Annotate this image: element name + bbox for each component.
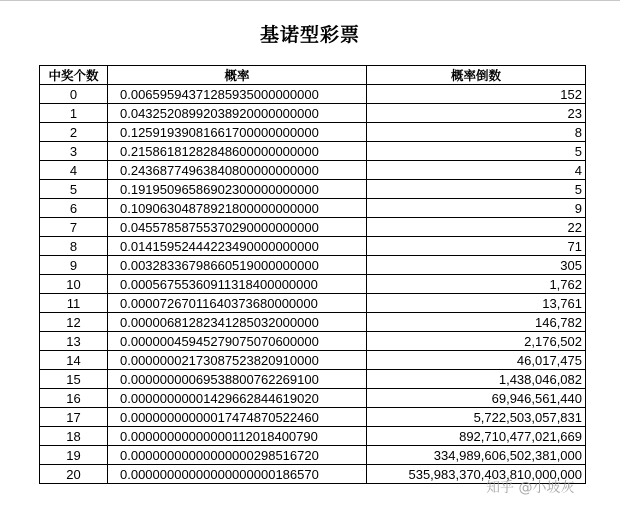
cell-win-count: 0	[40, 85, 108, 104]
table-row	[40, 256, 586, 275]
cell-probability: 0.19195096586902300000000000	[108, 180, 367, 199]
cell-reciprocal: 4	[367, 161, 586, 180]
cell-reciprocal: 146,782	[367, 313, 586, 332]
cell-probability: 0.00000000001429662844619020	[108, 389, 367, 408]
cell-win-count: 7	[40, 218, 108, 237]
cell-reciprocal: 23	[367, 104, 586, 123]
cell-win-count: 4	[40, 161, 108, 180]
table-row	[40, 275, 586, 294]
table-row	[40, 199, 586, 218]
cell-reciprocal: 5	[367, 142, 586, 161]
cell-reciprocal: 305	[367, 256, 586, 275]
header-reciprocal: 概率倒数	[367, 66, 586, 85]
cell-reciprocal: 5	[367, 180, 586, 199]
cell-probability: 0.04325208992038920000000000	[108, 104, 367, 123]
cell-probability: 0.00007267011640373680000000	[108, 294, 367, 313]
table-row	[40, 313, 586, 332]
cell-win-count: 12	[40, 313, 108, 332]
cell-win-count: 5	[40, 180, 108, 199]
cell-win-count: 1	[40, 104, 108, 123]
cell-win-count: 17	[40, 408, 108, 427]
cell-win-count: 8	[40, 237, 108, 256]
cell-reciprocal: 69,946,561,440	[367, 389, 586, 408]
cell-probability: 0.00000000069538800762269100	[108, 370, 367, 389]
cell-probability: 0.00000000000000000000186570	[108, 465, 367, 484]
table-body	[40, 85, 586, 484]
cell-reciprocal: 1,438,046,082	[367, 370, 586, 389]
cell-reciprocal: 22	[367, 218, 586, 237]
table-row	[40, 85, 586, 104]
cell-reciprocal: 71	[367, 237, 586, 256]
cell-probability: 0.21586181282848600000000000	[108, 142, 367, 161]
cell-probability: 0.00659594371285935000000000	[108, 85, 367, 104]
cell-probability: 0.00000045945279075070600000	[108, 332, 367, 351]
table-row	[40, 408, 586, 427]
top-border-line	[0, 0, 620, 1]
cell-reciprocal: 892,710,477,021,669	[367, 427, 586, 446]
cell-probability: 0.10906304878921800000000000	[108, 199, 367, 218]
table-row	[40, 104, 586, 123]
cell-win-count: 10	[40, 275, 108, 294]
cell-win-count: 15	[40, 370, 108, 389]
cell-reciprocal: 535,983,370,403,810,000,000	[367, 465, 586, 484]
cell-reciprocal: 152	[367, 85, 586, 104]
cell-win-count: 18	[40, 427, 108, 446]
cell-reciprocal: 13,761	[367, 294, 586, 313]
table-row	[40, 389, 586, 408]
cell-win-count: 16	[40, 389, 108, 408]
probability-table	[39, 65, 586, 484]
cell-win-count: 20	[40, 465, 108, 484]
table-row	[40, 294, 586, 313]
table-header-row	[40, 66, 586, 85]
table-row	[40, 142, 586, 161]
cell-probability: 0.00000000000000112018400790	[108, 427, 367, 446]
cell-reciprocal: 9	[367, 199, 586, 218]
cell-reciprocal: 5,722,503,057,831	[367, 408, 586, 427]
table-row	[40, 180, 586, 199]
cell-reciprocal: 2,176,502	[367, 332, 586, 351]
cell-win-count: 13	[40, 332, 108, 351]
table-row	[40, 237, 586, 256]
cell-probability: 0.00000000000017474870522460	[108, 408, 367, 427]
table-row	[40, 351, 586, 370]
cell-probability: 0.00000002173087523820910000	[108, 351, 367, 370]
header-win-count: 中奖个数	[40, 66, 108, 85]
cell-probability: 0.01415952444223490000000000	[108, 237, 367, 256]
table-row	[40, 446, 586, 465]
cell-win-count: 11	[40, 294, 108, 313]
cell-reciprocal: 46,017,475	[367, 351, 586, 370]
cell-win-count: 2	[40, 123, 108, 142]
cell-probability: 0.00000000000000000298516720	[108, 446, 367, 465]
cell-probability: 0.00328336798660519000000000	[108, 256, 367, 275]
cell-probability: 0.00000681282341285032000000	[108, 313, 367, 332]
watermark: 知乎 @小坡灰	[486, 480, 575, 496]
cell-win-count: 3	[40, 142, 108, 161]
cell-reciprocal: 1,762	[367, 275, 586, 294]
table-row	[40, 427, 586, 446]
page-title: 基诺型彩票	[259, 24, 360, 46]
header-probability: 概率	[108, 66, 367, 85]
cell-win-count: 9	[40, 256, 108, 275]
cell-reciprocal: 334,989,606,502,381,000	[367, 446, 586, 465]
cell-probability: 0.04557858755370290000000000	[108, 218, 367, 237]
cell-win-count: 14	[40, 351, 108, 370]
cell-win-count: 6	[40, 199, 108, 218]
table-row	[40, 218, 586, 237]
cell-reciprocal: 8	[367, 123, 586, 142]
cell-probability: 0.12591939081661700000000000	[108, 123, 367, 142]
table-row	[40, 370, 586, 389]
table-row	[40, 123, 586, 142]
cell-probability: 0.24368774963840800000000000	[108, 161, 367, 180]
table-row	[40, 332, 586, 351]
cell-win-count: 19	[40, 446, 108, 465]
cell-probability: 0.00056755360911318400000000	[108, 275, 367, 294]
table-row	[40, 161, 586, 180]
